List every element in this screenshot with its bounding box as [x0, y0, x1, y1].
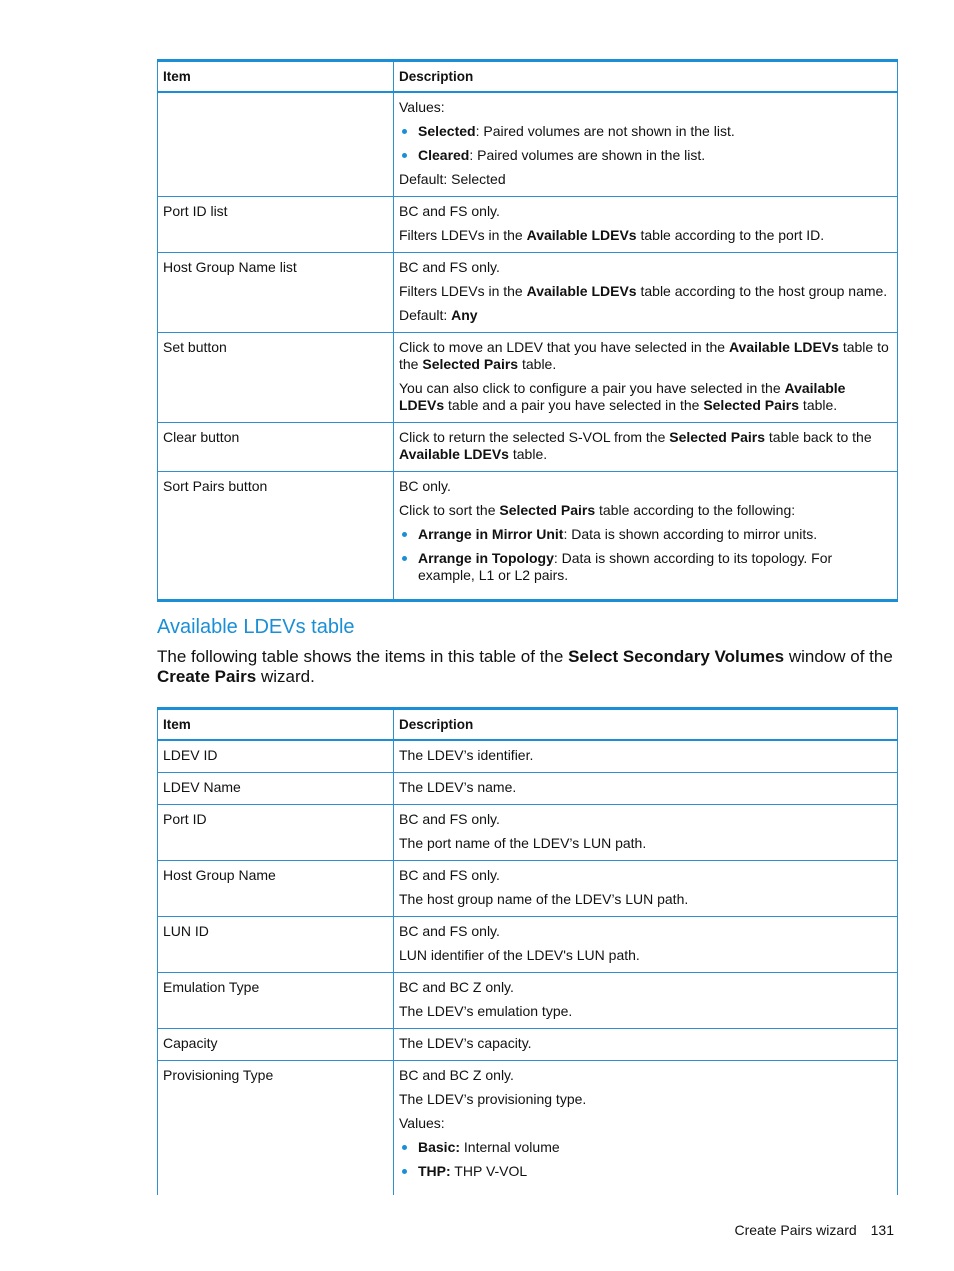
table-row	[158, 1061, 898, 1196]
text-run: BC and FS only.	[399, 923, 500, 939]
item-cell: Port ID list	[158, 197, 394, 253]
table-row	[158, 253, 898, 333]
table-row	[158, 917, 898, 973]
description-paragraph	[399, 1035, 892, 1052]
description-cell	[394, 917, 898, 973]
header-item: Item	[158, 61, 394, 93]
bold-term: Cleared	[418, 147, 470, 163]
text-run: : Paired volumes are shown in the list.	[469, 147, 706, 163]
text-run: table.	[518, 356, 557, 372]
bullet-list	[399, 526, 892, 584]
bold-term: Selected Pairs	[499, 502, 596, 518]
text-run: : Paired volumes are not shown in the list.	[475, 123, 735, 139]
bold-term: Arrange in Mirror Unit	[418, 526, 564, 542]
description-cell	[394, 973, 898, 1029]
text-run: table according to the host group name.	[636, 283, 888, 299]
description-paragraph	[399, 283, 892, 300]
bullet-item	[399, 1163, 892, 1180]
item-cell: Set button	[158, 333, 394, 423]
description-cell	[394, 773, 898, 805]
item-cell: LDEV ID	[158, 740, 394, 773]
item-cell	[158, 92, 394, 197]
table-header-row	[158, 61, 898, 93]
bold-term: Select Secondary Volumes	[568, 647, 785, 666]
item-cell: Host Group Name	[158, 861, 394, 917]
text-run: BC and BC Z only.	[399, 979, 514, 995]
text-run: The LDEV’s emulation type.	[399, 1003, 573, 1019]
text-run: You can also click to configure a pair you have selected in the	[399, 380, 785, 396]
text-run: Default:	[399, 307, 452, 323]
text-run: Filters LDEVs in the	[399, 283, 527, 299]
bullet-item	[399, 123, 892, 140]
bold-term: Arrange in Topology	[418, 550, 554, 566]
header-description: Description	[394, 61, 898, 93]
text-run: table and a pair you have selected in the	[444, 397, 704, 413]
text-run: THP V-VOL	[450, 1163, 528, 1179]
description-cell	[394, 423, 898, 472]
text-run: Default: Selected	[399, 171, 506, 187]
table-header-row	[158, 709, 898, 741]
text-run: LUN identifier of the LDEV's LUN path.	[399, 947, 640, 963]
text-run: The following table shows the items in this table of the	[157, 647, 569, 666]
text-run: Internal volume	[460, 1139, 560, 1155]
table-row	[158, 197, 898, 253]
settings-table	[157, 59, 898, 602]
description-paragraph	[399, 811, 892, 828]
description-paragraph	[399, 1067, 892, 1084]
description-paragraph	[399, 867, 892, 884]
text-run: window of the	[784, 647, 893, 666]
description-paragraph	[399, 339, 892, 373]
bold-term: Selected	[418, 123, 476, 139]
description-paragraph	[399, 203, 892, 220]
description-paragraph	[399, 747, 892, 764]
description-paragraph	[399, 259, 892, 276]
text-run: wizard.	[256, 667, 315, 686]
bold-term: Available LDEVs	[399, 446, 509, 462]
text-run: BC only.	[399, 478, 451, 494]
bullet-item	[399, 1139, 892, 1156]
description-paragraph	[399, 478, 892, 495]
bold-term: Available LDEVs	[526, 227, 637, 243]
description-cell	[394, 1029, 898, 1061]
description-paragraph	[399, 307, 892, 324]
page-footer	[720, 1222, 894, 1238]
description-cell	[394, 861, 898, 917]
text-run: Values:	[399, 1115, 445, 1131]
text-run: The LDEV’s identifier.	[399, 747, 534, 763]
bold-term: Create Pairs	[157, 667, 257, 686]
text-run: BC and FS only.	[399, 811, 500, 827]
description-paragraph	[399, 380, 892, 414]
text-run: BC and FS only.	[399, 867, 500, 883]
bullet-item	[399, 550, 892, 584]
description-paragraph	[399, 923, 892, 940]
bold-term: Selected Pairs	[669, 429, 765, 445]
item-cell: Provisioning Type	[158, 1061, 394, 1196]
description-paragraph	[399, 835, 892, 852]
text-run: Click to move an LDEV that you have selected in the	[399, 339, 729, 355]
item-cell: Emulation Type	[158, 973, 394, 1029]
description-paragraph	[399, 1091, 892, 1108]
bold-term: THP:	[418, 1163, 451, 1179]
text-run: BC and FS only.	[399, 203, 500, 219]
text-run: The host group name of the LDEV’s LUN path.	[399, 891, 689, 907]
description-cell	[394, 92, 898, 197]
header-description: Description	[394, 709, 898, 741]
text-run: table to the	[399, 339, 889, 372]
table-row	[158, 740, 898, 773]
table-row	[158, 92, 898, 197]
description-cell	[394, 253, 898, 333]
description-cell	[394, 740, 898, 773]
footer-title: Create Pairs wizard	[734, 1222, 857, 1238]
text-run: table according to the following:	[595, 502, 796, 518]
description-paragraph	[399, 227, 892, 244]
text-run: : Data is shown according to mirror units.	[563, 526, 818, 542]
text-run: The LDEV’s capacity.	[399, 1035, 532, 1051]
bold-term: Basic:	[418, 1139, 461, 1155]
description-paragraph	[399, 1115, 892, 1132]
text-run: table.	[508, 446, 548, 462]
table-row	[158, 973, 898, 1029]
table-row	[158, 423, 898, 472]
item-cell: LDEV Name	[158, 773, 394, 805]
description-paragraph	[399, 1003, 892, 1020]
table-row	[158, 333, 898, 423]
text-run: Filters LDEVs in the	[399, 227, 527, 243]
bullet-item	[399, 526, 892, 543]
text-run: Click to sort the	[399, 502, 500, 518]
bold-term: Available LDEVs	[526, 283, 637, 299]
bullet-list	[399, 1139, 892, 1180]
description-paragraph	[399, 99, 892, 116]
text-run: table according to the port ID.	[636, 227, 825, 243]
description-cell	[394, 805, 898, 861]
item-cell: Clear button	[158, 423, 394, 472]
bullet-list	[399, 123, 892, 164]
description-paragraph	[399, 502, 892, 519]
text-run: BC and FS only.	[399, 259, 500, 275]
item-cell: Port ID	[158, 805, 394, 861]
item-cell: Host Group Name list	[158, 253, 394, 333]
available-ldevs-table	[157, 707, 898, 1195]
table-row	[158, 805, 898, 861]
description-paragraph	[399, 779, 892, 796]
description-paragraph	[399, 947, 892, 964]
text-run: The port name of the LDEV’s LUN path.	[399, 835, 647, 851]
description-cell	[394, 333, 898, 423]
table-row	[158, 472, 898, 601]
table-row	[158, 1029, 898, 1061]
text-run: The LDEV’s name.	[399, 779, 517, 795]
page-number: 131	[870, 1222, 894, 1238]
description-cell	[394, 472, 898, 601]
bold-term: Any	[451, 307, 478, 323]
header-item: Item	[158, 709, 394, 741]
bold-term: Selected Pairs	[422, 356, 519, 372]
table-row	[158, 861, 898, 917]
text-run: BC and BC Z only.	[399, 1067, 514, 1083]
description-paragraph	[399, 979, 892, 996]
item-cell: LUN ID	[158, 917, 394, 973]
description-paragraph	[399, 429, 892, 463]
description-paragraph	[399, 171, 892, 188]
text-run: Values:	[399, 99, 445, 115]
description-cell	[394, 1061, 898, 1196]
text-run: table.	[799, 397, 838, 413]
section-intro	[157, 647, 897, 687]
bullet-item	[399, 147, 892, 164]
description-cell	[394, 197, 898, 253]
bold-term: Available LDEVs	[399, 380, 846, 413]
bold-term: Available LDEVs	[728, 339, 839, 355]
text-run: Click to return the selected S-VOL from the	[399, 429, 670, 445]
description-paragraph	[399, 891, 892, 908]
text-run: The LDEV’s provisioning type.	[399, 1091, 587, 1107]
text-run: : Data is shown according to its topology. For example, L1 or L2 pairs.	[418, 550, 833, 583]
item-cell: Capacity	[158, 1029, 394, 1061]
item-cell: Sort Pairs button	[158, 472, 394, 601]
bold-term: Selected Pairs	[703, 397, 800, 413]
table-row	[158, 773, 898, 805]
section-heading: Available LDEVs table	[157, 616, 355, 638]
text-run: table back to the	[765, 429, 872, 445]
